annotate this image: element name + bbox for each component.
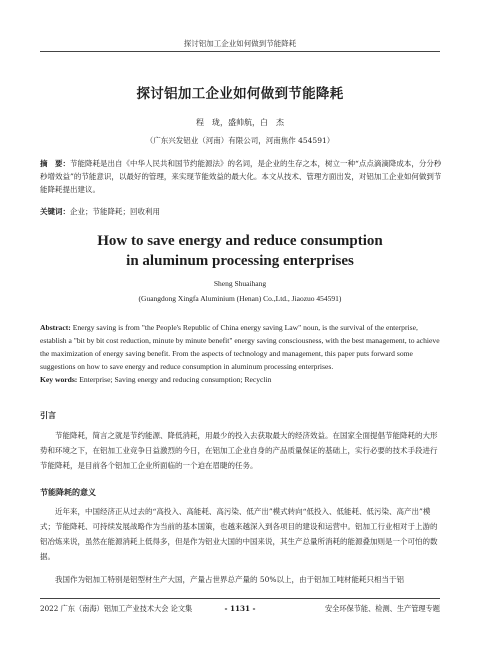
english-title-line-1: How to save energy and reduce consumption	[97, 233, 383, 249]
chinese-keywords-text: 企业；节能降耗；回收利用	[70, 207, 160, 216]
page-number: - 1131 -	[224, 604, 256, 613]
english-author: Sheng Shuaihang	[213, 279, 267, 288]
english-abstract	[40, 321, 442, 373]
english-affiliation: (Guangdong Xingfa Aluminium (Henan) Co.,Ltd., Jiaozuo 454591)	[138, 294, 342, 303]
header-divider	[40, 51, 440, 52]
significance-paragraph-2: 我国作为铝加工特别是铝型材生产大国，产量占世界总产量的 50%以上，由于铝加工吨材能耗只相当于铝	[55, 575, 405, 584]
footer-proceedings: 2022 广东（南海）铝加工产业技术大会 论文集	[40, 604, 193, 613]
english-keywords	[40, 373, 442, 386]
section-heading-intro: 引言	[40, 411, 56, 420]
english-keywords-label: Key words:	[40, 375, 78, 384]
chinese-abstract	[40, 157, 442, 196]
english-title-line-2: in aluminum processing enterprises	[126, 253, 354, 269]
intro-paragraph: 节能降耗，简言之就是节约能源、降低消耗，用最少的投入去获取最大的经济效益。在国家全面提倡节能降耗的大形势和环境之下，在铝加工业竞争日益激烈的今日，在铝加工企业自身的产品质量保证的基础上，实行必要的技术手段进行节能降耗，是目前各个铝加工企业所面临的一个迫在眉睫的任务。	[40, 431, 438, 470]
chinese-keywords	[40, 205, 442, 218]
chinese-affiliation: （广东兴发铝业（河南）有限公司，河南焦作 454591）	[145, 136, 335, 145]
english-title	[40, 231, 440, 271]
footer-topic: 安全环保节能、检测、生产管理专题	[324, 604, 440, 613]
chinese-authors: 程 珑，盛帅航，白 杰	[196, 118, 284, 127]
chinese-keywords-label: 关键词：	[40, 207, 70, 216]
chinese-abstract-label: 摘 要：	[40, 159, 70, 168]
running-head: 探讨铝加工企业如何做到节能降耗	[183, 39, 297, 48]
significance-paragraph-1: 近年来，中国经济正从过去的“高投入、高能耗、高污染、低产出”模式转向“低投入、低能耗、低污染、高产出”模式；节能降耗、可持续发展战略作为当前的基本国策，也越来越深入到各项目的建设和运营中。铝加工行业相对于上游的铝冶炼来说，虽然在能源消耗上低得多，但是作为铝业大国的中国来说，其生产总量所消耗的能源叠加则是一个可怕的数据。	[40, 507, 438, 561]
english-keywords-text: Enterprise; Saving energy and reducing consumption; Recyclin	[79, 375, 272, 384]
chinese-title: 探讨铝加工企业如何做到节能降耗	[136, 86, 344, 102]
section-heading-significance: 节能降耗的意义	[40, 488, 96, 497]
chinese-abstract-text: 节能降耗是出自《中华人民共和国节约能源法》的名词，是企业的生存之本，树立一种“点点滴滴降成本，分分秒秒增效益”的节能意识，以最好的管理，来实现节能效益的最大化。本文从技术、管理方面出发，对铝加工企业如何做到节能降耗提出建议。	[40, 159, 442, 194]
english-abstract-text: Energy saving is from "the People's Republic of China energy saving Law" noun, is the survival of the enterprise, establish a "bit by bit cost reduction, minute by minute benefit" energy saving consciousness, with the best management, to achieve the maximization of energy saving benefit. From the aspects of technology and management, this paper puts forward some suggestions on how to save energy and reduce consumption in aluminum processing enterprises.	[40, 323, 440, 371]
footer-divider	[40, 598, 440, 599]
english-abstract-label: Abstract:	[40, 323, 71, 332]
